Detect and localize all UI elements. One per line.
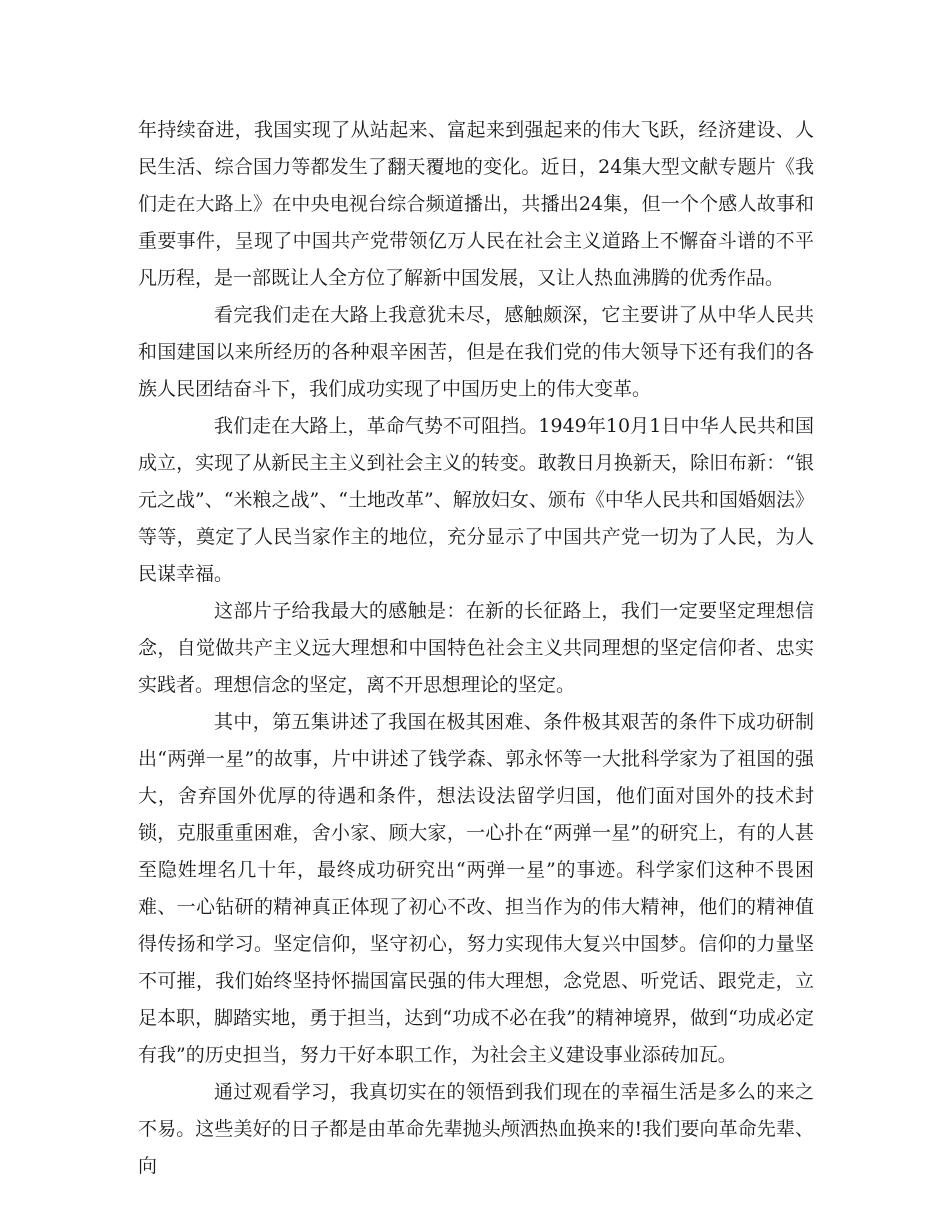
paragraph-3: 我们走在大路上，革命气势不可阻挡。1949年10月1日中华人民共和国成立，实现了从新民主主义到社会主义的转变。敢教日月换新天，除旧布新：“银元之战”、“米粮之战”、“土地改革”、解放妇女、颁布《中华人民共和国婚姻法》等等，奠定了人民当家作主的地位，充分显示了中国共产党一切为了人民，为人民谋幸福。 bbox=[138, 415, 814, 585]
document-body bbox=[138, 112, 814, 1185]
paragraph-2: 看完我们走在大路上我意犹未尽，感触颇深，它主要讲了从中华人民共和国建国以来所经历的各种艰辛困苦，但是在我们党的伟大领导下还有我们的各族人民团结奋斗下，我们成功实现了中国历史上的伟大变革。 bbox=[138, 304, 814, 400]
paragraph-5: 其中，第五集讲述了我国在极其困难、条件极其艰苦的条件下成功研制出“两弹一星”的故事，片中讲述了钱学森、郭永怀等一大批科学家为了祖国的强大，舍弃国外优厚的待遇和条件，想法设法留学归国，他们面对国外的技术封锁，克服重重困难，舍小家、顾大家，一心扑在“两弹一星”的研究上，有的人甚至隐姓埋名几十年，最终成功研究出“两弹一星”的事迹。科学家们这种不畏困难、一心钻研的精神真正体现了初心不改、担当作为的伟大精神，他们的精神值得传扬和学习。坚定信仰，坚守初心，努力实现伟大复兴中国梦。信仰的力量坚不可摧，我们始终坚持怀揣国富民强的伟大理想，念党恩、听党话、跟党走，立足本职，脚踏实地，勇于担当，达到“功成不必在我”的精神境界，做到“功成必定有我”的历史担当，努力干好本职工作，为社会主义建设事业添砖加瓦。 bbox=[138, 711, 814, 1066]
paragraph-6: 通过观看学习，我真切实在的领悟到我们现在的幸福生活是多么的来之不易。这些美好的日子都是由革命先辈抛头颅洒热血换来的!我们要向革命先辈、向 bbox=[138, 1081, 814, 1177]
paragraph-1: 年持续奋进，我国实现了从站起来、富起来到强起来的伟大飞跃，经济建设、人民生活、综合国力等都发生了翻天覆地的变化。近日，24集大型文献专题片《我们走在大路上》在中央电视台综合频道播出，共播出24集，但一个个感人故事和重要事件，呈现了中国共产党带领亿万人民在社会主义道路上不懈奋斗谱的不平凡历程，是一部既让人全方位了解新中国发展，又让人热血沸腾的优秀作品。 bbox=[138, 119, 814, 289]
paragraph-4: 这部片子给我最大的感触是：在新的长征路上，我们一定要坚定理想信念，自觉做共产主义远大理想和中国特色社会主义共同理想的坚定信仰者、忠实实践者。理想信念的坚定，离不开思想理论的坚定。 bbox=[138, 600, 814, 696]
